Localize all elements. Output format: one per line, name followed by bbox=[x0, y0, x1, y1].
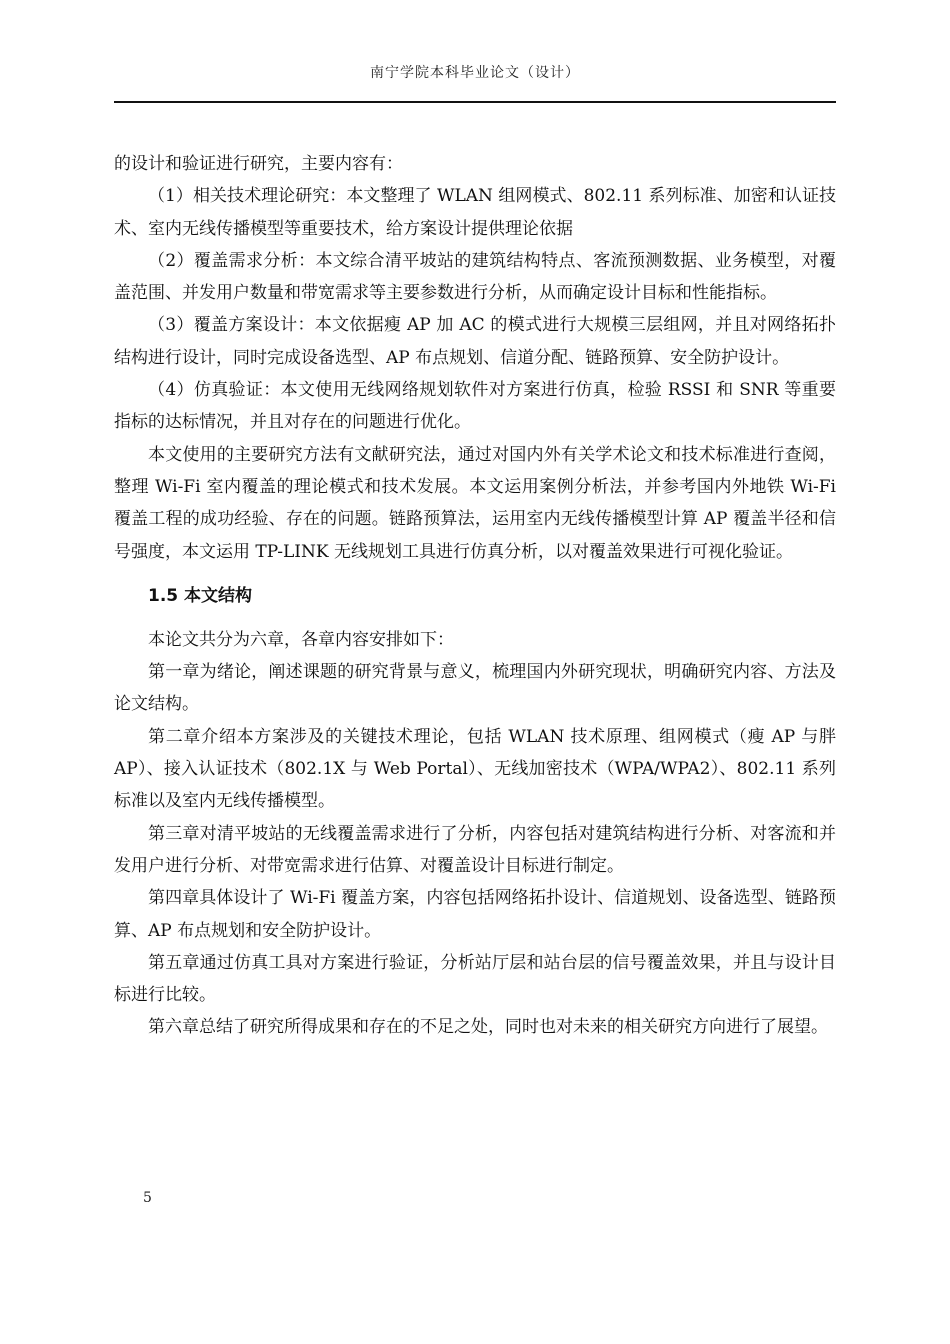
content-item-3: （3）覆盖方案设计：本文依据瘦 AP 加 AC 的模式进行大规模三层组网，并且对网络拓扑结构进行设计，同时完成设备选型、AP 布点规划、信道分配、链路预算、安全防护设计。 bbox=[114, 315, 836, 368]
section-heading: 1.5 本文结构 bbox=[148, 585, 253, 606]
header-divider bbox=[114, 101, 836, 103]
chapter-5-summary: 第五章通过仿真工具对方案进行验证，分析站厅层和站台层的信号覆盖效果，并且与设计目标进行比较。 bbox=[114, 952, 836, 1006]
content-item-4: （4）仿真验证：本文使用无线网络规划软件对方案进行仿真，检验 RSSI 和 SNR 等重要指标的达标情况，并且对存在的问题进行优化。 bbox=[114, 380, 836, 433]
page-header: 南宁学院本科毕业论文（设计） bbox=[370, 65, 580, 81]
page-number: 5 bbox=[143, 1190, 152, 1206]
chapter-3-summary: 第三章对清平坡站的无线覆盖需求进行了分析，内容包括对建筑结构进行分析、对客流和并发用户进行分析、对带宽需求进行估算、对覆盖设计目标进行制定。 bbox=[114, 823, 836, 876]
methods-paragraph: 本文使用的主要研究方法有文献研究法，通过对国内外有关学术论文和技术标准进行查阅，整理 Wi-Fi 室内覆盖的理论模式和技术发展。本文运用案例分析法，并参考国内外地铁 Wi-Fi 覆盖工程的成功经验、存在的问题。链路预算法，运用室内无线传播模型计算 AP 覆盖半径和信号强度，本文运用 TP-LINK 无线规划工具进行仿真分析，以对覆盖效果进行可视化验证。 bbox=[114, 444, 836, 562]
lead-paragraph: 的设计和验证进行研究，主要内容有： bbox=[114, 154, 403, 174]
chapter-1-summary: 第一章为绪论，阐述课题的研究背景与意义，梳理国内外研究现状，明确研究内容、方法及论文结构。 bbox=[114, 662, 836, 715]
chapter-6-summary: 第六章总结了研究所得成果和存在的不足之处，同时也对未来的相关研究方向进行了展望。 bbox=[148, 1017, 828, 1038]
page-body bbox=[114, 148, 836, 1044]
chapter-4-summary: 第四章具体设计了 Wi-Fi 覆盖方案，内容包括网络拓扑设计、信道规划、设备选型、链路预算、AP 布点规划和安全防护设计。 bbox=[114, 888, 836, 941]
chapter-2-summary: 第二章介绍本方案涉及的关键技术理论，包括 WLAN 技术原理、组网模式（瘦 AP 与胖 AP）、接入认证技术（802.1X 与 Web Portal）、无线加密技术（WPA/WPA2）、802.11 系列标准以及室内无线传播模型。 bbox=[114, 726, 836, 812]
content-item-2: （2）覆盖需求分析：本文综合清平坡站的建筑结构特点、客流预测数据、业务模型，对覆盖范围、并发用户数量和带宽需求等主要参数进行分析，从而确定设计目标和性能指标。 bbox=[114, 250, 836, 304]
content-item-1: （1）相关技术理论研究：本文整理了 WLAN 组网模式、802.11 系列标准、加密和认证技术、室内无线传播模型等重要技术，给方案设计提供理论依据 bbox=[114, 186, 836, 239]
structure-intro: 本论文共分为六章，各章内容安排如下： bbox=[148, 629, 454, 650]
